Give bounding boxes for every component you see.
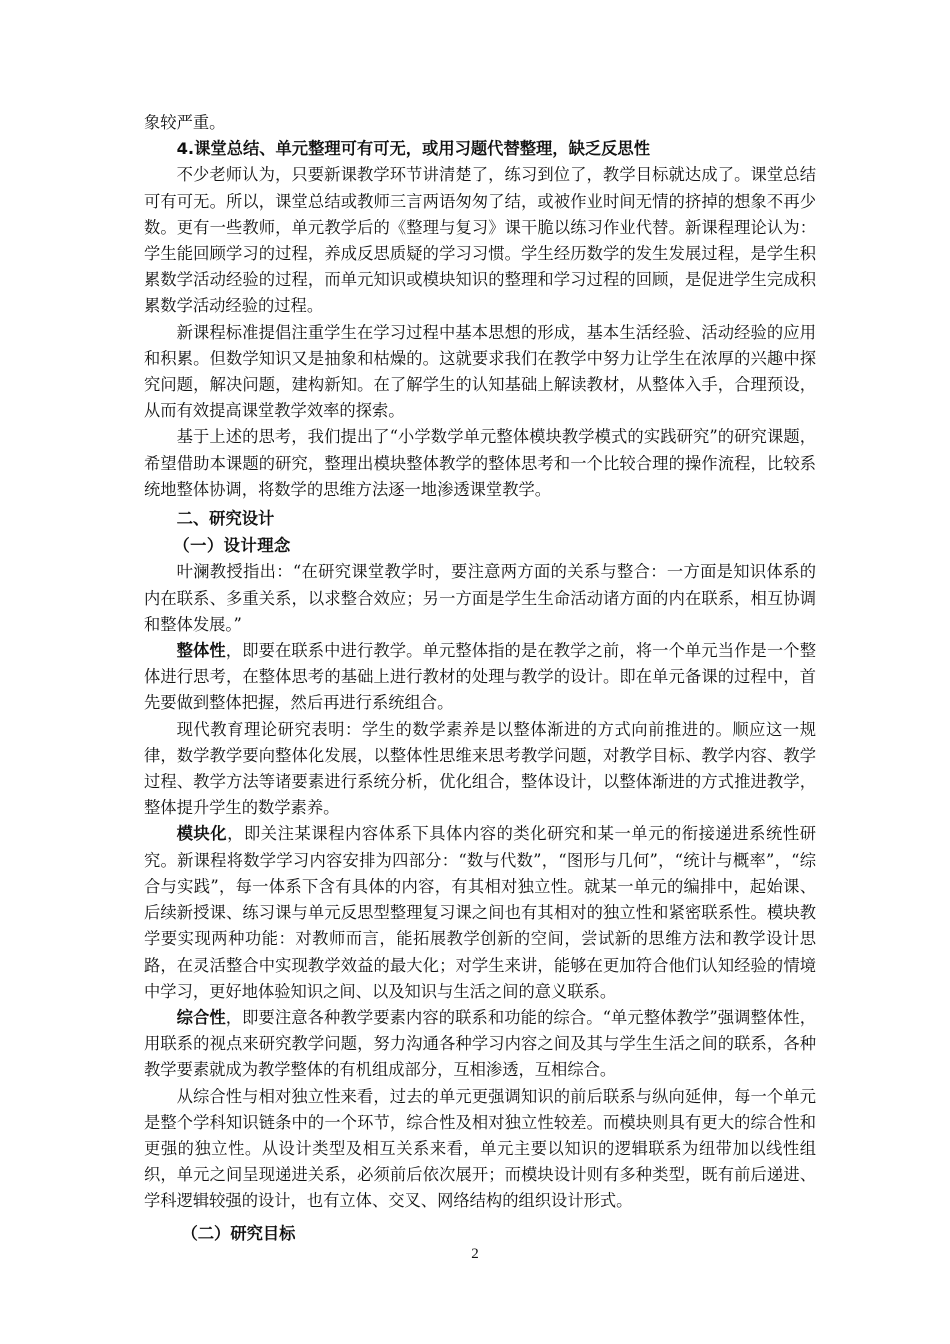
paragraph-modern-theory: 现代教育理论研究表明：学生的数学素养是以整体渐进的方式向前推进的。顺应这一规律，数学教学要向整体化发展，以整体性思维来思考教学问题，对教学目标、教学内容、教学过程、教学方法等诸要素进行系统分析，优化组合，整体设计，以整体渐进的方式推进教学，整体提升学生的数学素养。 — [144, 719, 816, 818]
term-wholeness: 整体性 — [176, 641, 226, 661]
document-page — [144, 110, 816, 1247]
subheading-4: 4.课堂总结、单元整理可有可无，或用习题代替整理，缺乏反思性 — [176, 139, 650, 159]
paragraph-wholeness — [144, 638, 816, 717]
section-heading-research-design: 二、研究设计 — [176, 509, 275, 529]
subsection-heading-research-goals: （二）研究目标 — [181, 1223, 296, 1243]
paragraph-quote: 叶澜教授指出：“在研究课堂教学时，要注意两方面的关系与整合：一方面是知识体系的内在联系、多重关系，以求整合效应；另一方面是学生生命活动诸方面的内在联系，相互协调和整体发展。” — [144, 562, 816, 634]
term-modularity: 模块化 — [176, 824, 228, 844]
page-number: 2 — [471, 1246, 479, 1262]
paragraph-summary: 不少老师认为，只要新课教学环节讲清楚了，练习到位了，教学目标就达成了。课堂总结可有可无。所以，课堂总结或教师三言两语匆匆了结，或被作业时间无情的挤掉的想象不再少数。更有一些教师，单元教学后的《整理与复习》课干脆以练习作业代替。新课程理论认为：学生能回顾学习的过程，养成反思质疑的学习习惯。学生经历数学的发生发展过程，是学生积累数学活动经验的过程，而单元知识或模块知识的整理和学习过程的回顾，是促进学生完成积累数学活动经验的过程。 — [144, 165, 816, 316]
term-comprehensiveness: 综合性 — [176, 1007, 226, 1027]
comprehensiveness-text: ，即要注意各种教学要素内容的联系和功能的综合。“单元整体教学”强调整体性，用联系的视点来研究教学问题，努力沟通各种学习内容之间及其与学生生活之间的联系，各种教学要素就成为教学整体的有机组成部分，互相渗透，互相综合。 — [144, 1007, 816, 1080]
modularity-text: ，即关注某课程内容体系下具体内容的类化研究和某一单元的衔接递进系统性研究。新课程将数学学习内容安排为四部分：“数与代数”，“图形与几何”，“统计与概率”，“综合与实践”，每一体系下含有具体的内容，有其相对独立性。就某一单元的编排中，起始课、后续新授课、练习课与单元反思型整理复习课之间也有其相对的独立性和紧密联系性。模块教学要实现两种功能：对教师而言，能拓展教学创新的空间，尝试新的思维方法和教学设计思路，在灵活整合中实现教学效益的最大化；对学生来讲，能够在更加符合他们认知经验的情境中学习，更好地体验知识之间、以及知识与生活之间的意义联系。 — [144, 824, 816, 1001]
paragraph-modularity — [144, 821, 816, 1004]
subsection-heading-design-concept: （一）设计理念 — [173, 536, 291, 556]
paragraph-curriculum: 新课程标准提倡注重学生在学习过程中基本思想的形成，基本生活经验、活动经验的应用和积累。但数学知识又是抽象和枯燥的。这就要求我们在教学中努力让学生在浓厚的兴趣中探究问题，解决问题，建构新知。在了解学生的认知基础上解读教材，从整体入手，合理预设，从而有效提高课堂教学效率的探索。 — [144, 322, 816, 421]
paragraph-research-topic: 基于上述的思考，我们提出了“小学数学单元整体模块教学模式的实践研究”的研究课题，希望借助本课题的研究，整理出模块整体教学的整体思考和一个比较合理的操作流程，比较系统地整体协调，将数学的思维方法逐一地渗透课堂教学。 — [144, 427, 816, 499]
paragraph-continuation: 象较严重。 — [144, 113, 226, 132]
paragraph-comprehensiveness — [144, 1005, 816, 1084]
wholeness-text: ，即要在联系中进行教学。单元整体指的是在教学之前，将一个单元当作是一个整体进行思考，在整体思考的基础上进行教材的处理与教学的设计。即在单元备课的过程中，首先要做到整体把握，然后再进行系统组合。 — [144, 641, 816, 713]
paragraph-comparison: 从综合性与相对独立性来看，过去的单元更强调知识的前后联系与纵向延伸，每一个单元是整个学科知识链条中的一个环节，综合性及相对独立性较差。而模块则具有更大的综合性和更强的独立性。从设计类型及相互关系来看，单元主要以知识的逻辑联系为纽带加以线性组织，单元之间呈现递进关系，必须前后依次展开；而模块设计则有多种类型，既有前后递进、学科逻辑较强的设计，也有立体、交叉、网络结构的组织设计形式。 — [144, 1086, 816, 1211]
